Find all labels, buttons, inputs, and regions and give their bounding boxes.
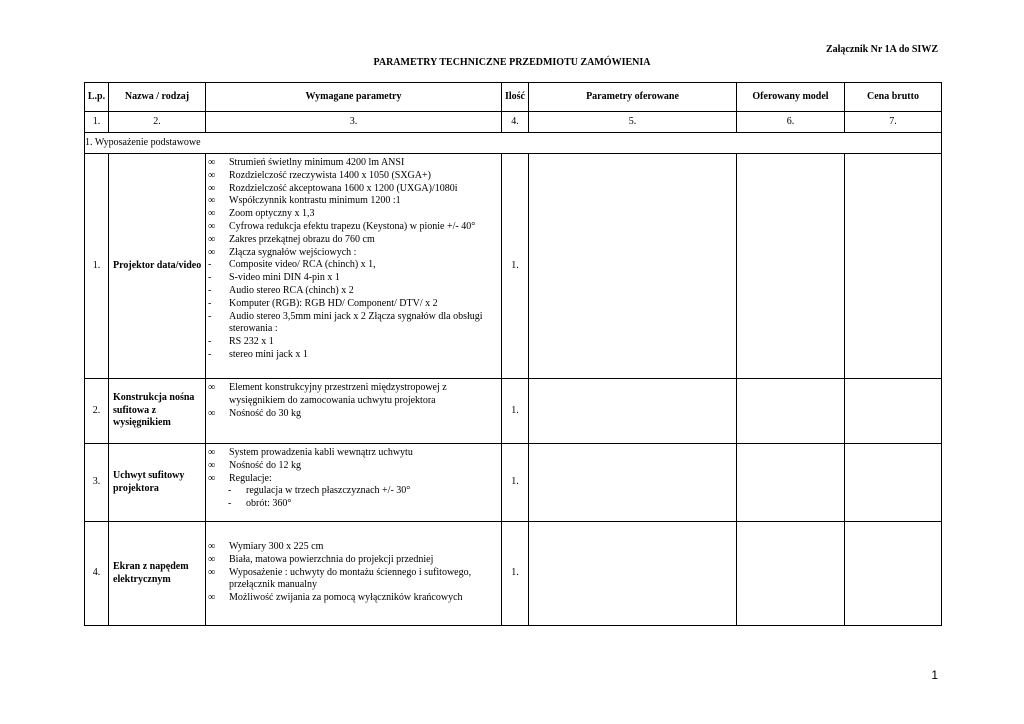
param-text: System prowadzenia kabli wewnątrz uchwytu xyxy=(229,447,413,458)
param-item xyxy=(208,234,499,247)
bullet-marker: - xyxy=(208,297,212,309)
spec-table xyxy=(84,82,942,626)
header-row xyxy=(85,83,942,112)
params-list xyxy=(208,447,499,511)
bullet-marker: ∞ xyxy=(208,472,216,484)
param-text: Zoom optyczny x 1,3 xyxy=(229,208,315,220)
gross-price-cell[interactable] xyxy=(845,154,942,379)
quantity: 1. xyxy=(502,444,529,522)
param-item xyxy=(208,311,499,337)
required-params-cell xyxy=(206,154,502,379)
bullet-marker: ∞ xyxy=(208,553,216,565)
param-item xyxy=(208,259,499,272)
gross-price-cell[interactable] xyxy=(845,444,942,522)
param-item xyxy=(208,473,499,486)
param-text: Zakres przekątnej obrazu do 760 cm xyxy=(229,233,375,245)
table-row xyxy=(85,522,942,626)
column-number: 5. xyxy=(529,112,737,133)
param-text: Audio stereo 3,5mm mini jack x 2 Złącza sygnałów dla obsługi sterowania : xyxy=(229,310,483,335)
param-item xyxy=(208,285,499,298)
param-item xyxy=(208,247,499,260)
offered-model-cell[interactable] xyxy=(737,379,845,444)
column-number: 6. xyxy=(737,112,845,133)
param-item xyxy=(208,592,499,605)
param-text: Rozdzielczość akceptowana 1600 x 1200 (UXGA)/1080i xyxy=(229,182,458,194)
param-text: Element konstrukcyjny przestrzeni międzystropowej z wysięgnikiem do zamocowania uchwytu projektora xyxy=(229,382,447,406)
header-offered-params: Parametry oferowane xyxy=(529,83,737,112)
bullet-marker: ∞ xyxy=(208,592,216,604)
bullet-marker: - xyxy=(208,310,212,322)
item-name: Ekran z napędem elektrycznym xyxy=(109,522,206,626)
quantity: 1. xyxy=(502,522,529,626)
required-params-cell xyxy=(206,522,502,626)
param-item xyxy=(208,157,499,170)
bullet-marker: ∞ xyxy=(208,459,216,471)
column-number: 2. xyxy=(109,112,206,133)
param-text: obrót: 360° xyxy=(246,498,292,510)
quantity: 1. xyxy=(502,379,529,444)
required-params-cell xyxy=(206,379,502,444)
param-item xyxy=(208,485,499,498)
item-name: Projektor data/video xyxy=(109,154,206,379)
param-item xyxy=(208,349,499,362)
column-number: 1. xyxy=(85,112,109,133)
param-item xyxy=(208,336,499,349)
param-item xyxy=(208,195,499,208)
param-text: Wyposażenie : uchwyty do montażu ściennego i sufitowego, przełącznik manualny xyxy=(229,566,472,591)
param-text: RS 232 x 1 xyxy=(229,336,274,348)
header-required-params: Wymagane parametry xyxy=(206,83,502,112)
quantity: 1. xyxy=(502,154,529,379)
gross-price-cell[interactable] xyxy=(845,522,942,626)
header-lp: L.p. xyxy=(85,83,109,112)
section-row xyxy=(85,133,942,154)
row-number: 1. xyxy=(85,154,109,379)
param-text: Możliwość zwijania za pomocą wyłączników krańcowych xyxy=(229,592,463,604)
bullet-marker: ∞ xyxy=(208,382,216,393)
param-text: Audio stereo RCA (chinch) x 2 xyxy=(229,284,354,296)
offered-params-cell[interactable] xyxy=(529,154,737,379)
param-item xyxy=(208,447,499,460)
row-number: 2. xyxy=(85,379,109,444)
column-number: 3. xyxy=(206,112,502,133)
param-item xyxy=(208,498,499,511)
param-item xyxy=(208,183,499,196)
bullet-marker: - xyxy=(208,336,212,348)
bullet-marker: ∞ xyxy=(208,220,216,232)
table-row xyxy=(85,444,942,522)
param-text: Złącza sygnałów wejściowych : xyxy=(229,246,357,258)
param-item xyxy=(208,298,499,311)
bullet-marker: - xyxy=(208,259,212,271)
offered-model-cell[interactable] xyxy=(737,444,845,522)
bullet-marker: ∞ xyxy=(208,566,216,578)
param-text: Komputer (RGB): RGB HD/ Component/ DTV/ x 2 xyxy=(229,297,438,309)
param-text: Nośność do 12 kg xyxy=(229,459,301,471)
bullet-marker: ∞ xyxy=(208,169,216,181)
section-title: 1. Wyposażenie podstawowe xyxy=(85,133,942,154)
bullet-marker: - xyxy=(228,498,232,510)
param-text: Współczynnik kontrastu minimum 1200 :1 xyxy=(229,195,401,207)
param-text: Nośność do 30 kg xyxy=(229,407,301,419)
param-item xyxy=(208,272,499,285)
param-item xyxy=(208,541,499,554)
bullet-marker: ∞ xyxy=(208,407,216,419)
param-text: Wymiary 300 x 225 cm xyxy=(229,541,324,552)
param-text: regulacja w trzech płaszczyznach +/- 30° xyxy=(246,485,411,497)
param-text: Composite video/ RCA (chinch) x 1, xyxy=(229,259,376,271)
annex-label: Załącznik Nr 1A do SIWZ xyxy=(825,44,938,55)
bullet-marker: ∞ xyxy=(208,208,216,220)
params-list xyxy=(208,541,499,605)
params-list xyxy=(208,157,499,362)
bullet-marker: ∞ xyxy=(208,182,216,194)
param-text: stereo mini jack x 1 xyxy=(229,348,308,360)
bullet-marker: ∞ xyxy=(208,157,216,168)
item-name: Konstrukcja nośna sufitowa z wysięgnikiem xyxy=(109,379,206,444)
param-item xyxy=(208,408,499,421)
offered-params-cell[interactable] xyxy=(529,522,737,626)
bullet-marker: - xyxy=(208,272,212,284)
param-item xyxy=(208,460,499,473)
gross-price-cell[interactable] xyxy=(845,379,942,444)
param-text: Biała, matowa powierzchnia do projekcji przedniej xyxy=(229,553,434,565)
table-row xyxy=(85,154,942,379)
param-text: Regulacje: xyxy=(229,472,272,484)
row-number: 3. xyxy=(85,444,109,522)
bullet-marker: ∞ xyxy=(208,195,216,207)
param-text: Cyfrowa redukcja efektu trapezu (Keystona) w pionie +/- 40° xyxy=(229,220,476,232)
param-item xyxy=(208,170,499,183)
column-number: 4. xyxy=(502,112,529,133)
offered-params-cell[interactable] xyxy=(529,379,737,444)
offered-model-cell[interactable] xyxy=(737,154,845,379)
header-name: Nazwa / rodzaj xyxy=(109,83,206,112)
params-list xyxy=(208,382,499,420)
bullet-marker: - xyxy=(208,284,212,296)
item-name: Uchwyt sufitowy projektora xyxy=(109,444,206,522)
column-number: 7. xyxy=(845,112,942,133)
header-gross-price: Cena brutto xyxy=(845,83,942,112)
header-offered-model: Oferowany model xyxy=(737,83,845,112)
param-item xyxy=(208,382,499,408)
bullet-marker: - xyxy=(228,485,232,497)
column-number-row xyxy=(85,112,942,133)
param-item xyxy=(208,567,499,593)
table-row xyxy=(85,379,942,444)
param-text: S-video mini DIN 4-pin x 1 xyxy=(229,272,340,284)
bullet-marker: - xyxy=(208,348,212,360)
page-number: 1 xyxy=(931,668,938,682)
row-number: 4. xyxy=(85,522,109,626)
bullet-marker: ∞ xyxy=(208,246,216,258)
offered-params-cell[interactable] xyxy=(529,444,737,522)
header-qty: Ilość xyxy=(502,83,529,112)
offered-model-cell[interactable] xyxy=(737,522,845,626)
bullet-marker: ∞ xyxy=(208,541,216,552)
param-item xyxy=(208,208,499,221)
param-item xyxy=(208,221,499,234)
bullet-marker: ∞ xyxy=(208,447,216,458)
param-item xyxy=(208,554,499,567)
param-text: Strumień świetlny minimum 4200 lm ANSI xyxy=(229,157,405,168)
bullet-marker: ∞ xyxy=(208,233,216,245)
document-title: PARAMETRY TECHNICZNE PRZEDMIOTU ZAMÓWIENIA xyxy=(373,57,651,68)
required-params-cell xyxy=(206,444,502,522)
param-text: Rozdzielczość rzeczywista 1400 x 1050 (SXGA+) xyxy=(229,169,431,181)
